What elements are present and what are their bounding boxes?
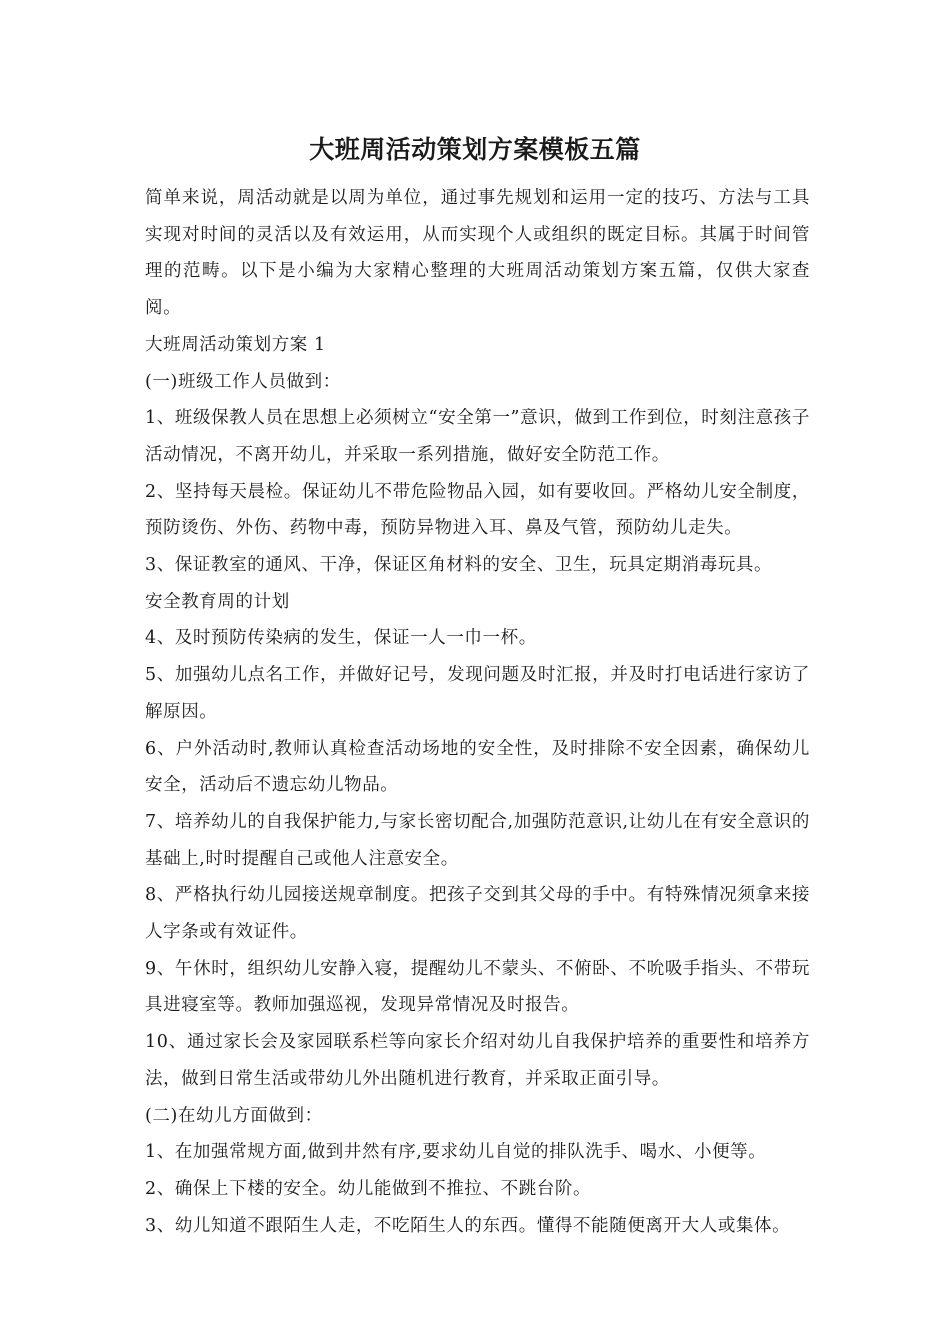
list-item: 1、在加强常规方面,做到井然有序,要求幼儿自觉的排队洗手、喝水、小便等。 <box>145 1142 767 1163</box>
list-item: 8、严格执行幼儿园接送规章制度。把孩子交到其父母的手中。有特殊情况须拿来接人字条或有效证件。 <box>145 885 810 943</box>
section-heading: 大班周活动策划方案 1 <box>145 334 326 355</box>
inline-note: 安全教育周的计划 <box>145 591 290 612</box>
list-item: 5、加强幼儿点名工作，并做好记号，发现问题及时汇报，并及时打电话进行家访了解原因。 <box>145 665 810 722</box>
subsection-heading: (一)班级工作人员做到： <box>145 371 341 392</box>
list-item: 6、户外活动时,教师认真检查活动场地的安全性，及时排除不安全因素，确保幼儿安全，活动后不遗忘幼儿物品。 <box>145 738 810 796</box>
list-item: 2、坚持每天晨检。保证幼儿不带危险物品入园，如有要收回。严格幼儿安全制度，预防烫伤、外伤、药物中毒，预防异物进入耳、鼻及气管，预防幼儿走失。 <box>145 481 810 539</box>
document-title: 大班周活动策划方案模板五篇 <box>309 135 641 164</box>
list-item: 3、幼儿知道不跟陌生人走，不吃陌生人的东西。懂得不能随便离开大人或集体。 <box>145 1215 791 1236</box>
list-item: 9、午休时，组织幼儿安静入寝，提醒幼儿不蒙头、不俯卧、不吮吸手指头、不带玩具进寝室等。教师加强巡视，发现异常情况及时报告。 <box>145 958 810 1016</box>
list-item: 3、保证教室的通风、干净，保证区角材料的安全、卫生，玩具定期消毒玩具。 <box>145 555 773 576</box>
document-body <box>145 180 810 1244</box>
list-item: 1、班级保教人员在思想上必须树立“安全第一”意识，做到工作到位，时刻注意孩子活动情况，不离开幼儿，并采取一系列措施，做好安全防范工作。 <box>145 408 810 465</box>
intro-paragraph: 简单来说，周活动就是以周为单位，通过事先规划和运用一定的技巧、方法与工具实现对时间的灵活以及有效运用，从而实现个人或组织的既定目标。其属于时间管理的范畴。以下是小编为大家精心整理的大班周活动策划方案五篇，仅供大家查阅。 <box>145 188 810 319</box>
list-item: 2、确保上下楼的安全。幼儿能做到不推拉、不跳台阶。 <box>145 1178 592 1199</box>
list-item: 4、及时预防传染病的发生，保证一人一巾一杯。 <box>145 628 537 649</box>
subsection-heading: (二)在幼儿方面做到： <box>145 1105 323 1126</box>
list-item: 10、通过家长会及家园联系栏等向家长介绍对幼儿自我保护培养的重要性和培养方法，做到日常生活或带幼儿外出随机进行教育，并采取正面引导。 <box>145 1032 810 1089</box>
list-item: 7、培养幼儿的自我保护能力,与家长密切配合,加强防范意识,让幼儿在有安全意识的基础上,时时提醒自己或他人注意安全。 <box>145 811 810 869</box>
